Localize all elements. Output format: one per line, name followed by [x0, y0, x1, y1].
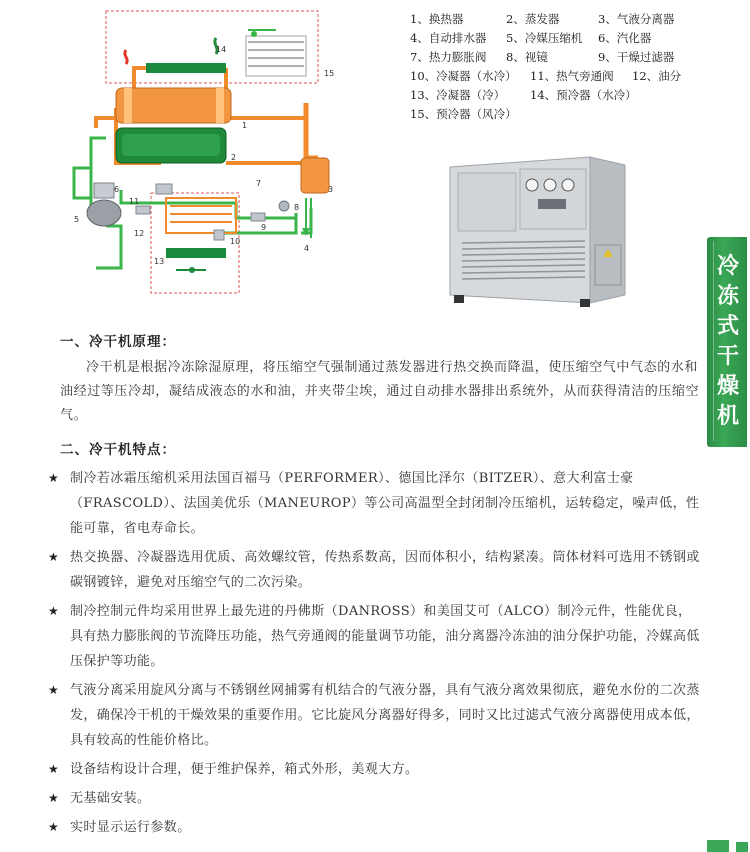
legend-item: 10、冷凝器（水冷） — [410, 69, 517, 83]
star-bullet-icon: ★ — [48, 791, 60, 805]
legend-row — [410, 105, 710, 124]
legend-row — [410, 10, 710, 29]
label-15: 15 — [324, 69, 335, 78]
label-4: 4 — [304, 244, 310, 253]
star-bullet-icon: ★ — [48, 471, 60, 485]
feature-text: 设备结构设计合理，便于维护保养，箱式外形，美观大方。 — [70, 762, 419, 777]
feature-text: 气液分离采用旋风分离与不锈钢丝网捕雾有机结合的气液分器，具有气液分离效果彻底，避免水份的二次蒸发，确保冷干机的干燥效果的重要作用。它比旋风分离器好得多，同时又比过滤式气液分离器使用成本低，具有较高的性能价格比。 — [70, 683, 700, 748]
heat-exchanger-1 — [116, 88, 231, 123]
pressure-gauge-icon — [526, 179, 538, 191]
feature-item — [48, 545, 700, 595]
gas-liquid-separator-3 — [301, 158, 329, 193]
section1-title: 一、冷干机原理： — [60, 334, 176, 350]
legend-item: 4、自动排水器 — [410, 31, 487, 45]
star-bullet-icon: ★ — [48, 820, 60, 834]
dryer-filter-9 — [251, 213, 265, 221]
feature-item — [48, 599, 700, 674]
legend-item: 13、冷凝器（冷） — [410, 88, 506, 102]
refrigeration-flow-diagram — [56, 8, 356, 298]
feature-item — [48, 757, 700, 782]
feature-item — [48, 466, 700, 541]
feature-item — [48, 815, 700, 840]
flow-diagram-svg — [56, 8, 356, 298]
inlet-arrow — [125, 50, 127, 64]
legend-item: 5、冷媒压缩机 — [506, 31, 583, 45]
side-tab-title: 冷冻式干燥机 — [716, 253, 739, 429]
label-9: 9 — [261, 223, 267, 232]
pressure-gauge-icon — [544, 179, 556, 191]
section1-text: 冷干机是根据冷冻除湿原理，将压缩空气强制通过蒸发器进行热交换而降温，使压缩空气中气态的水和油经过等压冷却，凝结成液态的水和油，并夹带尘埃，通过自动排水器排出系统外，从而获得清洁的压缩空气。 — [60, 360, 700, 423]
legend-item: 9、干燥过滤器 — [598, 50, 675, 64]
machine-svg — [440, 155, 630, 307]
precooler-14 — [146, 63, 226, 73]
condenser-13 — [166, 248, 226, 258]
main-content — [48, 330, 700, 844]
legend-item: 2、蒸发器 — [506, 12, 560, 26]
label-3: 3 — [328, 185, 334, 194]
label-7: 7 — [256, 179, 262, 188]
legend-row — [410, 48, 710, 67]
legend-row — [410, 86, 710, 105]
legend-item: 3、气液分离器 — [598, 12, 675, 26]
section2-title: 二、冷干机特点： — [60, 442, 176, 458]
feature-text: 热交换器、冷凝器选用优质、高效螺纹管，传热系数高，因而体积小，结构紧凑。筒体材料可选用不锈钢或碳钢镀锌，避免对压缩空气的二次污染。 — [70, 550, 700, 590]
feature-item — [48, 678, 700, 753]
star-bullet-icon: ★ — [48, 604, 60, 618]
feature-text: 实时显示运行参数。 — [70, 820, 191, 835]
legend-item: 8、视镜 — [506, 50, 548, 64]
dryer-machine-image — [440, 155, 630, 307]
star-bullet-icon: ★ — [48, 683, 60, 697]
label-8: 8 — [294, 203, 300, 212]
legend-item: 7、热力膨胀阀 — [410, 50, 487, 64]
decorative-bar — [736, 842, 748, 852]
legend-row — [410, 67, 710, 86]
feature-item — [48, 786, 700, 811]
label-5: 5 — [74, 215, 80, 224]
display-panel — [538, 199, 566, 209]
label-14: 14 — [216, 45, 227, 54]
hot-gas-valve-11 — [156, 184, 172, 194]
label-13: 13 — [154, 257, 165, 266]
feature-text: 制冷控制元件均采用世界上最先进的丹佛斯（DANROSS）和美国艾可（ALCO）制冷元件，性能优良，具有热力膨胀阀的节流降压功能，热气旁通阀的能量调节功能，油分离器冷冻油的油分保护功能，冷媒高低压保护等功能。 — [70, 604, 700, 669]
label-1: 1 — [242, 121, 248, 130]
sight-glass-8 — [279, 201, 289, 211]
legend-item: 1、换热器 — [410, 12, 464, 26]
label-10: 10 — [230, 237, 241, 246]
feature-text: 无基础安装。 — [70, 791, 151, 806]
component-legend — [410, 10, 710, 124]
legend-item: 11、热气旁通阀 — [530, 69, 614, 83]
decorative-bar — [707, 840, 729, 852]
star-bullet-icon: ★ — [48, 550, 60, 564]
legend-row — [410, 29, 710, 48]
side-panel — [458, 173, 516, 231]
label-11: 11 — [129, 197, 140, 206]
legend-item: 14、预冷器（水冷） — [530, 88, 637, 102]
label-12: 12 — [134, 229, 145, 238]
pressure-gauge-icon — [562, 179, 574, 191]
side-category-tab — [707, 237, 747, 447]
oil-separator-12 — [136, 206, 150, 214]
compressor-5 — [87, 200, 121, 226]
oil-separator-part — [214, 230, 224, 240]
feature-list — [48, 466, 700, 840]
condenser-dashed-box — [151, 193, 239, 293]
legend-item: 6、汽化器 — [598, 31, 652, 45]
legend-item: 15、预冷器（风冷） — [410, 107, 517, 121]
star-bullet-icon: ★ — [48, 762, 60, 776]
label-2: 2 — [231, 153, 237, 162]
label-6: 6 — [114, 185, 120, 194]
legend-item: 12、油分 — [632, 69, 682, 83]
feature-text: 制冷若冰霜压缩机采用法国百福马（PERFORMER）、德国比泽尔（BITZER）、意大利富士豪（FRASCOLD）、法国美优乐（MANEUROP）等公司高温型全封闭制冷压缩机，运转稳定，噪声低，性能可靠，省电寿命长。 — [70, 471, 700, 536]
